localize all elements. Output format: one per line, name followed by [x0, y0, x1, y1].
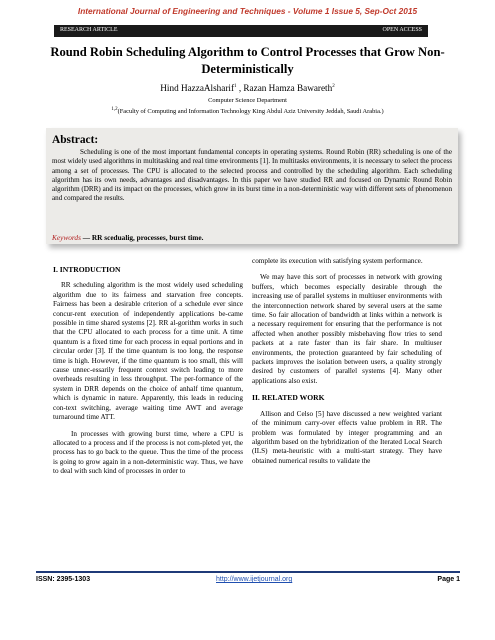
- affiliation-mark: 1,2: [111, 107, 118, 112]
- intro-paragraph-2: In processes with growing burst time, where a CPU is allocated to a process and if the process is not com-pleted yet, the process has to go back to the queue. Thus the time of the process is going to grow again in a non-deterministic way. Thus, we have to deal with such kind of processes in order to: [53, 429, 243, 476]
- research-article-label: RESEARCH ARTICLE: [60, 27, 118, 33]
- intro-paragraph-1: RR scheduling algorithm is the most widely used scheduling algorithm due to its fairness and starvation free concepts. Fairness has been a desirable criterion of a schedule ever since concur-rent execution of independently applications be-came possible in time shared systems [2]. RR al-gorithm works in such that the CPU allocated to each process for a time unit. A time quantum is a fixed time for each process in equal portions and in circular order [3]. If the time quantum is too long, the response time is high. However, if the time quantum is too small, this will cause unnec-essarily frequent context switch leading to more overheads resulting in less throughput. The per-formance of the system in DRR depends on the choice of anhalf time quantum, which is dynamic in nature. Apparently, this leads in reducing con-text switching, average waiting time AWT and average turnaround time ATT.: [53, 281, 243, 422]
- abstract-body: Scheduling is one of the most important fundamental concepts in operating systems. Round Robin (RR) scheduling is one of the most widely used algorithms in multitasking and real time environments [1]. In multitasks environments, it is necessary to select the process among a set of processes. The CPU is allocated to the selected process and controlled by the scheduling algorithm. Each scheduling algorithm has its own needs, advantages and disadvantages. In this paper we have studied RR and focused on Dynamic Round Robin algorithm (DRR) and its impact on the processes, which grow in its burst time in a non-deterministic way with different sets of phenomenon and compared the results.: [52, 148, 452, 203]
- journal-header: International Journal of Engineering and Techniques - Volume 1 Issue 5, Sep-Oct 2015: [77, 6, 418, 16]
- left-column: [53, 265, 243, 477]
- footer-rule: [36, 571, 460, 573]
- affiliation: [0, 107, 495, 115]
- section-heading-introduction: I. INTRODUCTION: [53, 265, 121, 274]
- right-paragraph-1: complete its execution with satisfying system performance.: [252, 257, 423, 265]
- author-2: Razan Hamza Bawareth: [243, 83, 333, 93]
- open-access-label: OPEN ACCESS: [382, 27, 422, 33]
- footer-page-number: Page 1: [437, 576, 460, 583]
- keywords-text: — RR scedualig, processes, burst time.: [82, 233, 204, 242]
- right-paragraph-2: We may have this sort of processes in network with growing buffers, which becomes especially desirable through the increasing use of parallel systems in multiuser environments with the interconnection network shared by several users at the same time. So fair allocation of bandwidth at links within a network is a necessary requirement for ensuring that the performance is not affected when another possibly misbehaving flow tries to send packets at a rate faster than its fair share. In multiuser environments, the protection guaranteed by fair scheduling of packets improves the isolation between users, a quality strongly desired by customers of parallel systems [4]. Many other applications also exist.: [252, 273, 442, 385]
- keywords-line: [52, 233, 203, 242]
- keywords-label: Keywords: [52, 233, 81, 242]
- paper-title: Round Robin Scheduling Algorithm to Control Processes that Grow Non-Deterministically: [50, 45, 445, 76]
- footer-journal-link[interactable]: http://www.ijetjournal.org: [216, 576, 293, 583]
- footer-issn: ISSN: 2395-1303: [36, 576, 91, 583]
- author-line: [0, 83, 495, 93]
- related-work-paragraph: Allison and Celso [5] have discussed a new weighted variant of the minimum carry-over effects value problem in RR. The problem was formulated by integer programming and an algorithm based on the hybridization of the Iterated Local Search (ILS) meta-heuristic with a multi-start strategy. They have obtained numerical results to validate the: [252, 409, 442, 465]
- author-separator: ,: [236, 83, 244, 93]
- abstract-heading: Abstract:: [52, 134, 99, 146]
- affiliation-text: (Faculty of Computing and Information Technology King Abdul Aziz University Jeddah, Saudi Arabia.): [117, 108, 384, 116]
- article-type-banner: [54, 25, 428, 37]
- author-1: Hind HazzaAlsharif: [160, 83, 235, 93]
- section-heading-related-work: II. RELATED WORK: [252, 393, 325, 403]
- author-2-affil-mark: 2: [332, 83, 335, 89]
- right-column: [252, 257, 442, 466]
- department: Computer Science Department: [208, 97, 287, 104]
- author-1-affil-mark: 1: [234, 83, 237, 89]
